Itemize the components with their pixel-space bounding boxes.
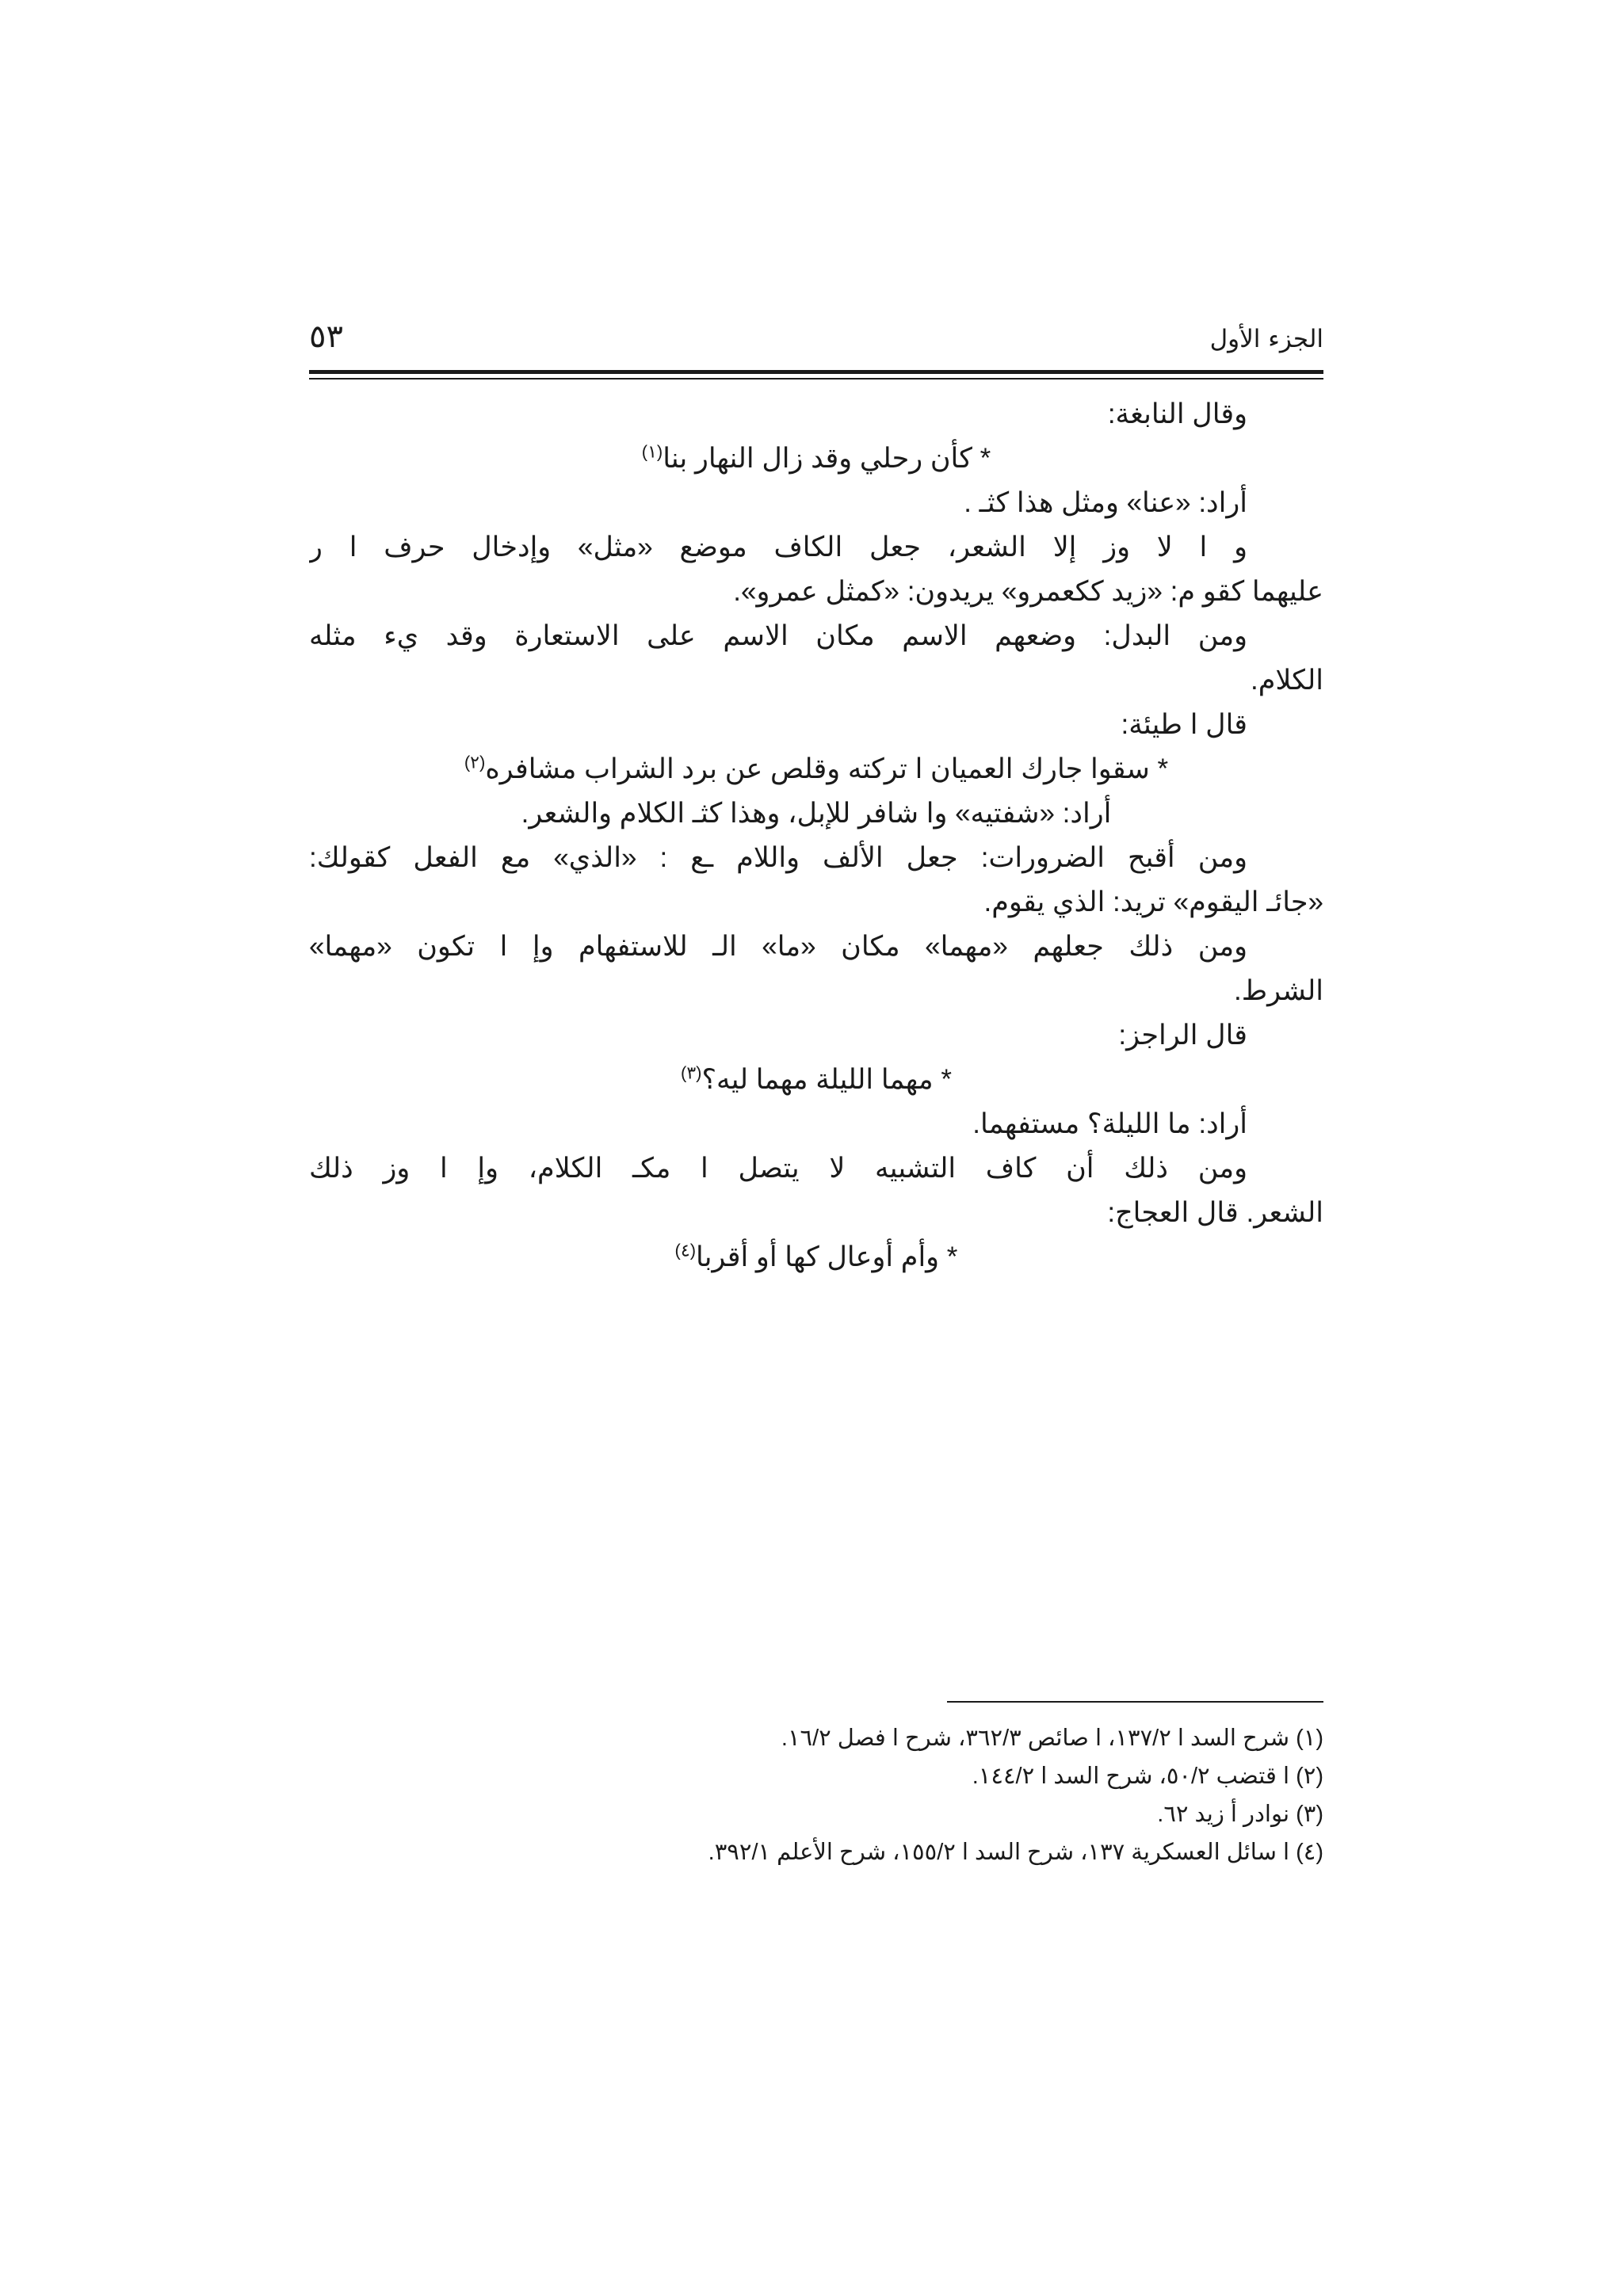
- text-line: ومن البدل: وضعهم الاسم مكان الاسم على الاستعارة وقد يء مثله: [309, 620, 1247, 651]
- text-line: ومن ذلك جعلهم «مهما» مكان «ما» الـ للاستفهام وإ ا تكون «مهما»: [309, 931, 1247, 962]
- footnote-ref-4[interactable]: (٤): [674, 1240, 697, 1261]
- verse-text: * مهما الليلة مهما ليه؟: [701, 1064, 952, 1095]
- text-line: الشرط.: [1233, 975, 1323, 1006]
- text-line: قال الراجز:: [1118, 1020, 1247, 1051]
- footnote-ref-3[interactable]: (٣): [680, 1062, 702, 1083]
- verse-text: * وأم أوعال كها أو أقربا: [696, 1241, 958, 1272]
- text-line: وقال النابغة:: [1107, 399, 1247, 429]
- footnote-separator: [947, 1701, 1323, 1703]
- verse-text: * سقوا جارك العميان ا تركته وقلص عن برد الشراب مشافره: [485, 753, 1169, 784]
- verse-text: * كأن رحلي وقد زال النهار بنا: [663, 443, 991, 474]
- text-line: قال ا طيئة:: [1121, 709, 1247, 740]
- text-line: أراد: «شفتيه» وا شافر للإبل، وهذا كثـ الكلام والشعر.: [521, 798, 1112, 829]
- text-line: أراد: «عنا» ومثل هذا كثـ .: [964, 487, 1247, 518]
- text-line: أراد: ما الليلة؟ مستفهما.: [972, 1108, 1247, 1139]
- footnotes: [309, 1719, 1323, 1871]
- text-line: الكلام.: [1251, 665, 1323, 696]
- footnote: (١) شرح السد ا ١٣٧/٢، ا صائص ٣٦٢/٣، شرح ا فصل ١٦/٢.: [781, 1726, 1323, 1751]
- body-text: [309, 392, 1323, 1280]
- text-line: ومن أقبح الضرورات: جعل الألف واللام ـع : «الذي» مع الفعل كقولك:: [309, 842, 1247, 873]
- text-line: ومن ذلك أن كاف التشبيه لا يتصل ا مكـ الكلام، وإ ا وز ذلك: [309, 1153, 1247, 1184]
- text-line: «جائـ اليقوم» تريد: الذي يقوم.: [983, 887, 1323, 917]
- running-title: الجزء الأول: [1209, 325, 1323, 353]
- verse-line: [309, 747, 1323, 791]
- header-rule-thick: [309, 370, 1323, 374]
- footnote-ref-2[interactable]: (٢): [464, 752, 486, 772]
- header-rule-thin: [309, 378, 1323, 379]
- text-line: عليهما كقو م: «زيد ككعمرو» يريدون: «كمثل عمرو».: [733, 576, 1323, 607]
- footnote: (٤) ا سائل العسكرية ١٣٧، شرح السد ا ١٥٥/٢، شرح الأعلم ٣٩٢/١.: [708, 1840, 1323, 1865]
- verse-line: [309, 437, 1323, 481]
- footnote: (٢) ا قتضب ٥٠/٢، شرح السد ا ١٤٤/٢.: [972, 1764, 1323, 1789]
- book-page: [309, 301, 1323, 2250]
- text-line: الشعر. قال العجاج:: [1107, 1197, 1323, 1228]
- verse-line: [309, 1058, 1323, 1102]
- running-header: [309, 301, 1323, 376]
- footnote: (٣) نوادر أ زيد ٦٢.: [1157, 1802, 1323, 1827]
- verse-line: [309, 1235, 1323, 1280]
- text-line: و ا لا وز إلا الشعر، جعل الكاف موضع «مثل» وإدخال حرف ا ر: [309, 532, 1247, 563]
- footnote-ref-1[interactable]: (١): [641, 441, 663, 462]
- page-number: ٥٣: [309, 318, 343, 355]
